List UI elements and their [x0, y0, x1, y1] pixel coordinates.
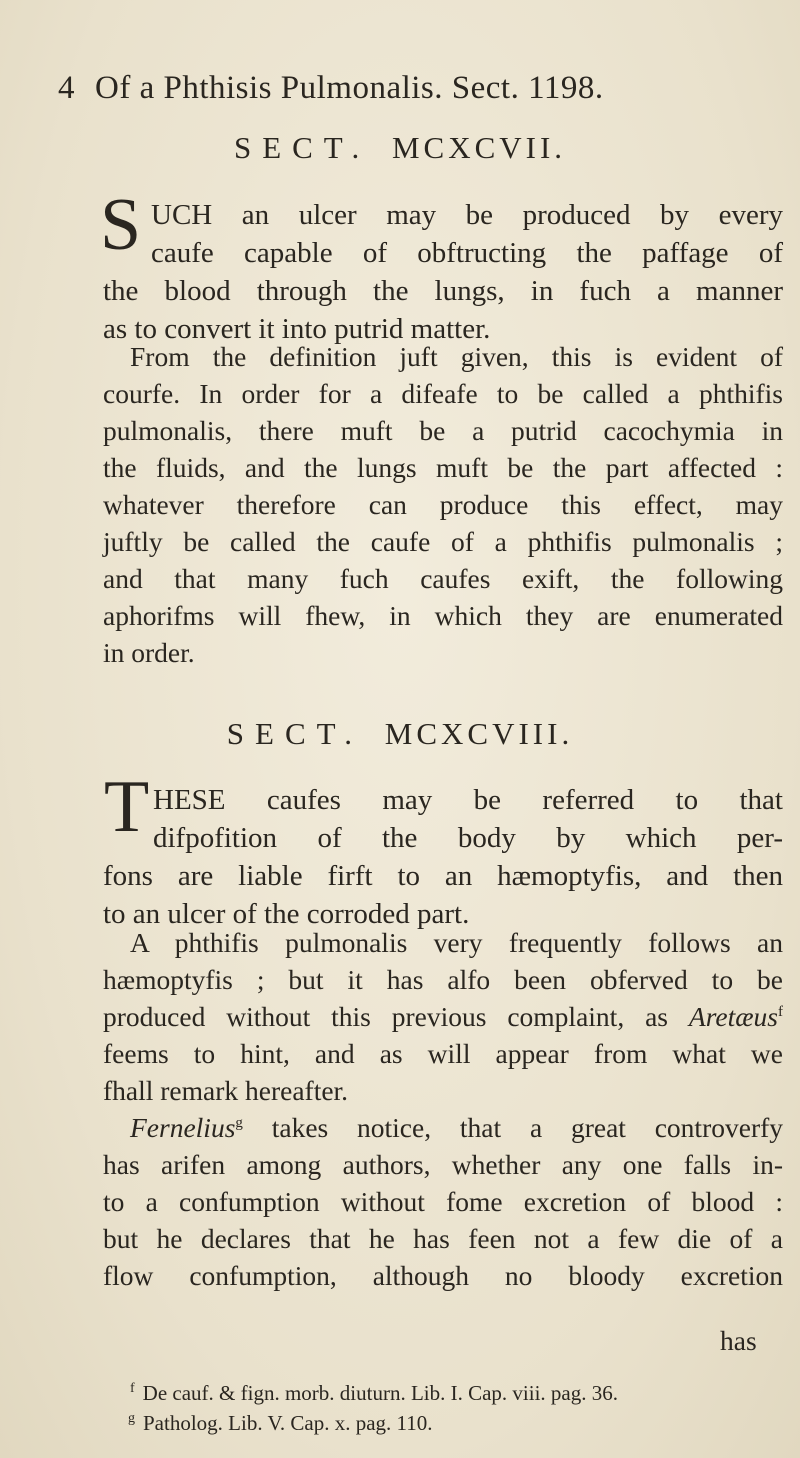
section-label: SECT. — [226, 716, 364, 751]
author-fernelius: Fernelius — [130, 1112, 236, 1143]
footnote-ref-f: f — [778, 1003, 784, 1020]
section-number: MCXCVII. — [391, 130, 567, 165]
aphorism-line: fons are liable firft to an hæmoptyfis, and then — [103, 860, 783, 892]
footnote-text: Patholog. Lib. V. Cap. x. pag. 110. — [143, 1411, 433, 1435]
commentary-line: pulmonalis, there muft be a putrid cacochymia in — [103, 415, 783, 446]
commentary-line: From the definition juft given, this is evident of — [130, 341, 783, 372]
section-label: SECT. — [233, 130, 371, 165]
commentary-line: but he declares that he has feen not a few die of a — [103, 1223, 783, 1254]
aphorism-line: HESE caufes may be referred to that — [153, 784, 783, 816]
catchword: has — [720, 1325, 757, 1356]
commentary-line: has arifen among authors, whether any one falls in- — [103, 1149, 783, 1180]
commentary-line: courfe. In order for a difeafe to be called a phthifis — [103, 378, 783, 409]
commentary-line: A phthifis pulmonalis very frequently follows an — [130, 927, 783, 958]
drop-cap-t: T — [104, 766, 150, 848]
aphorism-line: caufe capable of obftructing the paffage of — [151, 237, 783, 269]
commentary-line: in order. — [103, 637, 195, 668]
aphorism-1197 — [103, 196, 783, 348]
commentary-line: whatever therefore can produce this effect, may — [103, 489, 783, 520]
commentary-line: to a confumption without fome excretion of blood : — [103, 1186, 783, 1217]
commentary-line: produced without this previous complaint, as Aretæus$^f$ — [103, 1001, 784, 1032]
commentary-line: Fernelius$^g$ takes notice, that a great controverfy — [130, 1112, 784, 1143]
aphorism-1198 — [103, 781, 783, 933]
footnote-f — [130, 1376, 790, 1406]
aphorism-line: the blood through the lungs, in fuch a manner — [103, 275, 783, 307]
footnote-ref-g: g — [235, 1114, 243, 1131]
commentary-line: the fluids, and the lungs muft be the part affected : — [103, 452, 783, 483]
section-number: MCXCVIII. — [384, 716, 574, 751]
aphorism-line: to an ulcer of the corroded part. — [103, 898, 470, 930]
commentary-line: fhall remark hereafter. — [103, 1075, 349, 1106]
footnote-mark: g — [128, 1411, 135, 1426]
author-aretaeus: Aretæus — [688, 1001, 779, 1032]
section-heading-1197 — [0, 130, 800, 166]
commentary-line: juftly be called the caufe of a phthifis pulmonalis ; — [103, 526, 783, 557]
commentary-1197 — [103, 338, 783, 671]
commentary-line: feems to hint, and as will appear from what we — [103, 1038, 783, 1069]
aphorism-line: UCH an ulcer may be produced by every — [151, 199, 783, 231]
commentary-line: flow confumption, although no bloody excretion — [103, 1260, 783, 1291]
footnote-g — [128, 1406, 790, 1436]
drop-cap-s: S — [100, 184, 142, 266]
aphorism-line: as to convert it into putrid matter. — [103, 313, 491, 345]
aphorism-line: difpofition of the body by which per- — [153, 822, 783, 854]
footnotes — [130, 1376, 790, 1436]
commentary-line: hæmoptyfis ; but it has alfo been obferved to be — [103, 964, 783, 995]
running-title: Of a Phthisis Pulmonalis. Sect. 1198. — [95, 70, 604, 106]
commentary-1198 — [103, 924, 784, 1294]
footnote-mark: f — [130, 1381, 135, 1396]
section-heading-1198 — [0, 716, 800, 752]
commentary-line: aphorifms will fhew, in which they are enumerated — [103, 600, 783, 631]
page-number: 4 — [58, 70, 75, 106]
footnote-text: De cauf. & fign. morb. diuturn. Lib. I. Cap. viii. pag. 36. — [142, 1381, 619, 1405]
commentary-line: and that many fuch caufes exift, the following — [103, 563, 783, 594]
